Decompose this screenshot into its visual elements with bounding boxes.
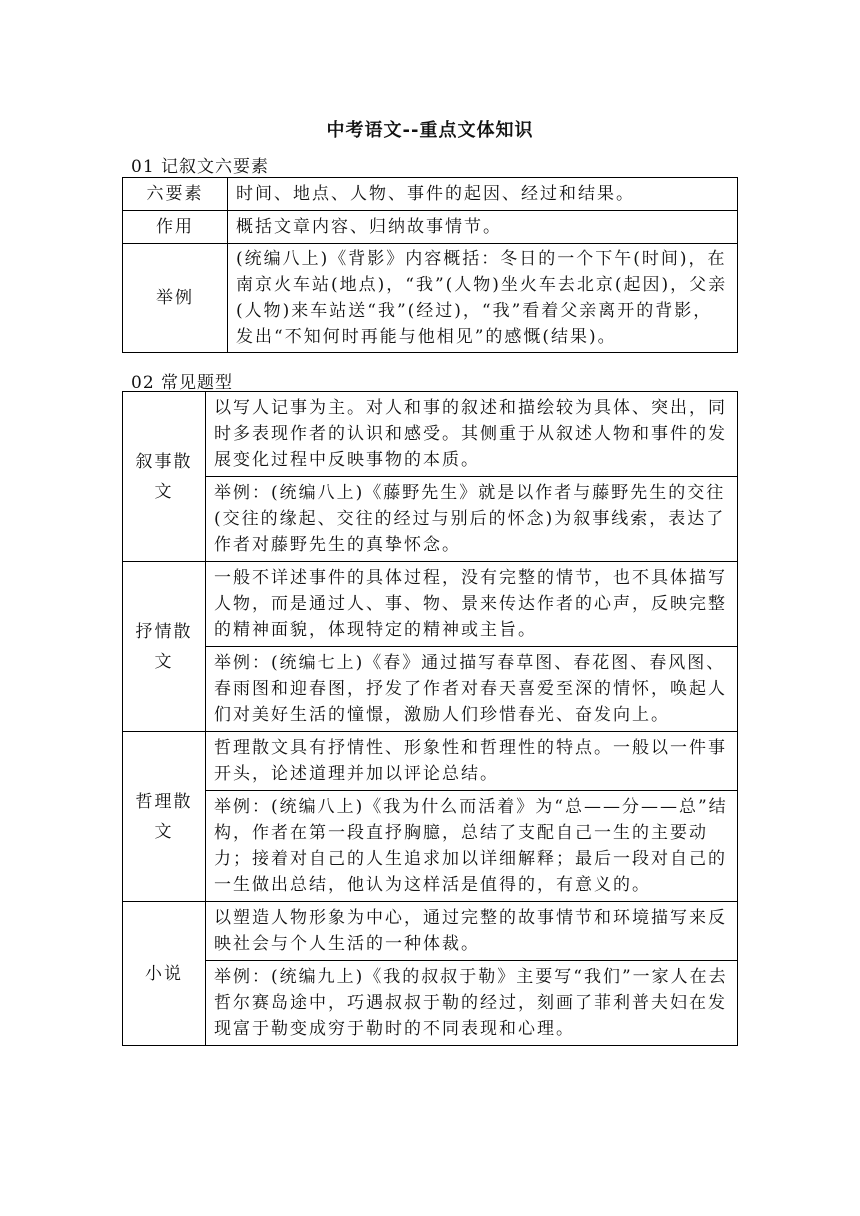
row-text: 概括文章内容、归纳故事情节。 bbox=[228, 211, 738, 244]
table-row bbox=[123, 791, 738, 902]
row-label: 六要素 bbox=[123, 178, 228, 211]
genre-label: 哲理散文 bbox=[123, 732, 206, 902]
genre-example: 举例：(统编九上)《我的叔叔于勒》主要写“我们”一家人在去哲尔赛岛途中，巧遇叔叔于勒的经过，刻画了菲利普夫妇在发现富于勒变成穷于勒时的不同表现和心理。 bbox=[206, 961, 738, 1046]
table-row bbox=[123, 961, 738, 1046]
genre-table bbox=[122, 391, 738, 1046]
table-row bbox=[123, 178, 738, 211]
table-row bbox=[123, 732, 738, 791]
table-row bbox=[123, 244, 738, 353]
table-row bbox=[123, 647, 738, 732]
row-text: (统编八上)《背影》内容概括：冬日的一个下午(时间)，在南京火车站(地点)，“我”(人物)坐火车去北京(起因)，父亲(人物)来车站送“我”(经过)，“我”看着父亲离开的背影，发出“不知何时再能与他相见”的感慨(结果)。 bbox=[228, 244, 738, 353]
genre-definition: 哲理散文具有抒情性、形象性和哲理性的特点。一般以一件事开头，论述道理并加以评论总结。 bbox=[206, 732, 738, 791]
table-row bbox=[123, 902, 738, 961]
section-heading-genres: 02 常见题型 bbox=[131, 373, 234, 393]
genre-label: 小说 bbox=[123, 902, 206, 1046]
row-text: 时间、地点、人物、事件的起因、经过和结果。 bbox=[228, 178, 738, 211]
table-row bbox=[123, 562, 738, 647]
table-row bbox=[123, 392, 738, 477]
section-heading-elements: 01 记叙文六要素 bbox=[131, 157, 270, 177]
genre-definition: 以写人记事为主。对人和事的叙述和描绘较为具体、突出，同时多表现作者的认识和感受。其侧重于从叙述人物和事件的发展变化过程中反映事物的本质。 bbox=[206, 392, 738, 477]
table-row bbox=[123, 477, 738, 562]
genre-definition: 一般不详述事件的具体过程，没有完整的情节，也不具体描写人物，而是通过人、事、物、景来传达作者的心声，反映完整的精神面貌，体现特定的精神或主旨。 bbox=[206, 562, 738, 647]
page-title: 中考语文--重点文体知识 bbox=[326, 120, 534, 141]
genre-example: 举例：(统编八上)《我为什么而活着》为“总——分——总”结构，作者在第一段直抒胸臆，总结了支配自己一生的主要动力；接着对自己的人生追求加以详细解释；最后一段对自己的一生做出总结，他认为这样活是值得的，有意义的。 bbox=[206, 791, 738, 902]
row-label: 举例 bbox=[123, 244, 228, 353]
genre-label: 抒情散文 bbox=[123, 562, 206, 732]
genre-definition: 以塑造人物形象为中心，通过完整的故事情节和环境描写来反映社会与个人生活的一种体裁。 bbox=[206, 902, 738, 961]
row-label: 作用 bbox=[123, 211, 228, 244]
genre-example: 举例：(统编七上)《春》通过描写春草图、春花图、春风图、春雨图和迎春图，抒发了作者对春天喜爱至深的情怀，唤起人们对美好生活的憧憬，激励人们珍惜春光、奋发向上。 bbox=[206, 647, 738, 732]
narrative-elements-table bbox=[122, 177, 738, 353]
genre-example: 举例：(统编八上)《藤野先生》就是以作者与藤野先生的交往(交往的缘起、交往的经过与别后的怀念)为叙事线索，表达了作者对藤野先生的真挚怀念。 bbox=[206, 477, 738, 562]
genre-label: 叙事散文 bbox=[123, 392, 206, 562]
table-row bbox=[123, 211, 738, 244]
